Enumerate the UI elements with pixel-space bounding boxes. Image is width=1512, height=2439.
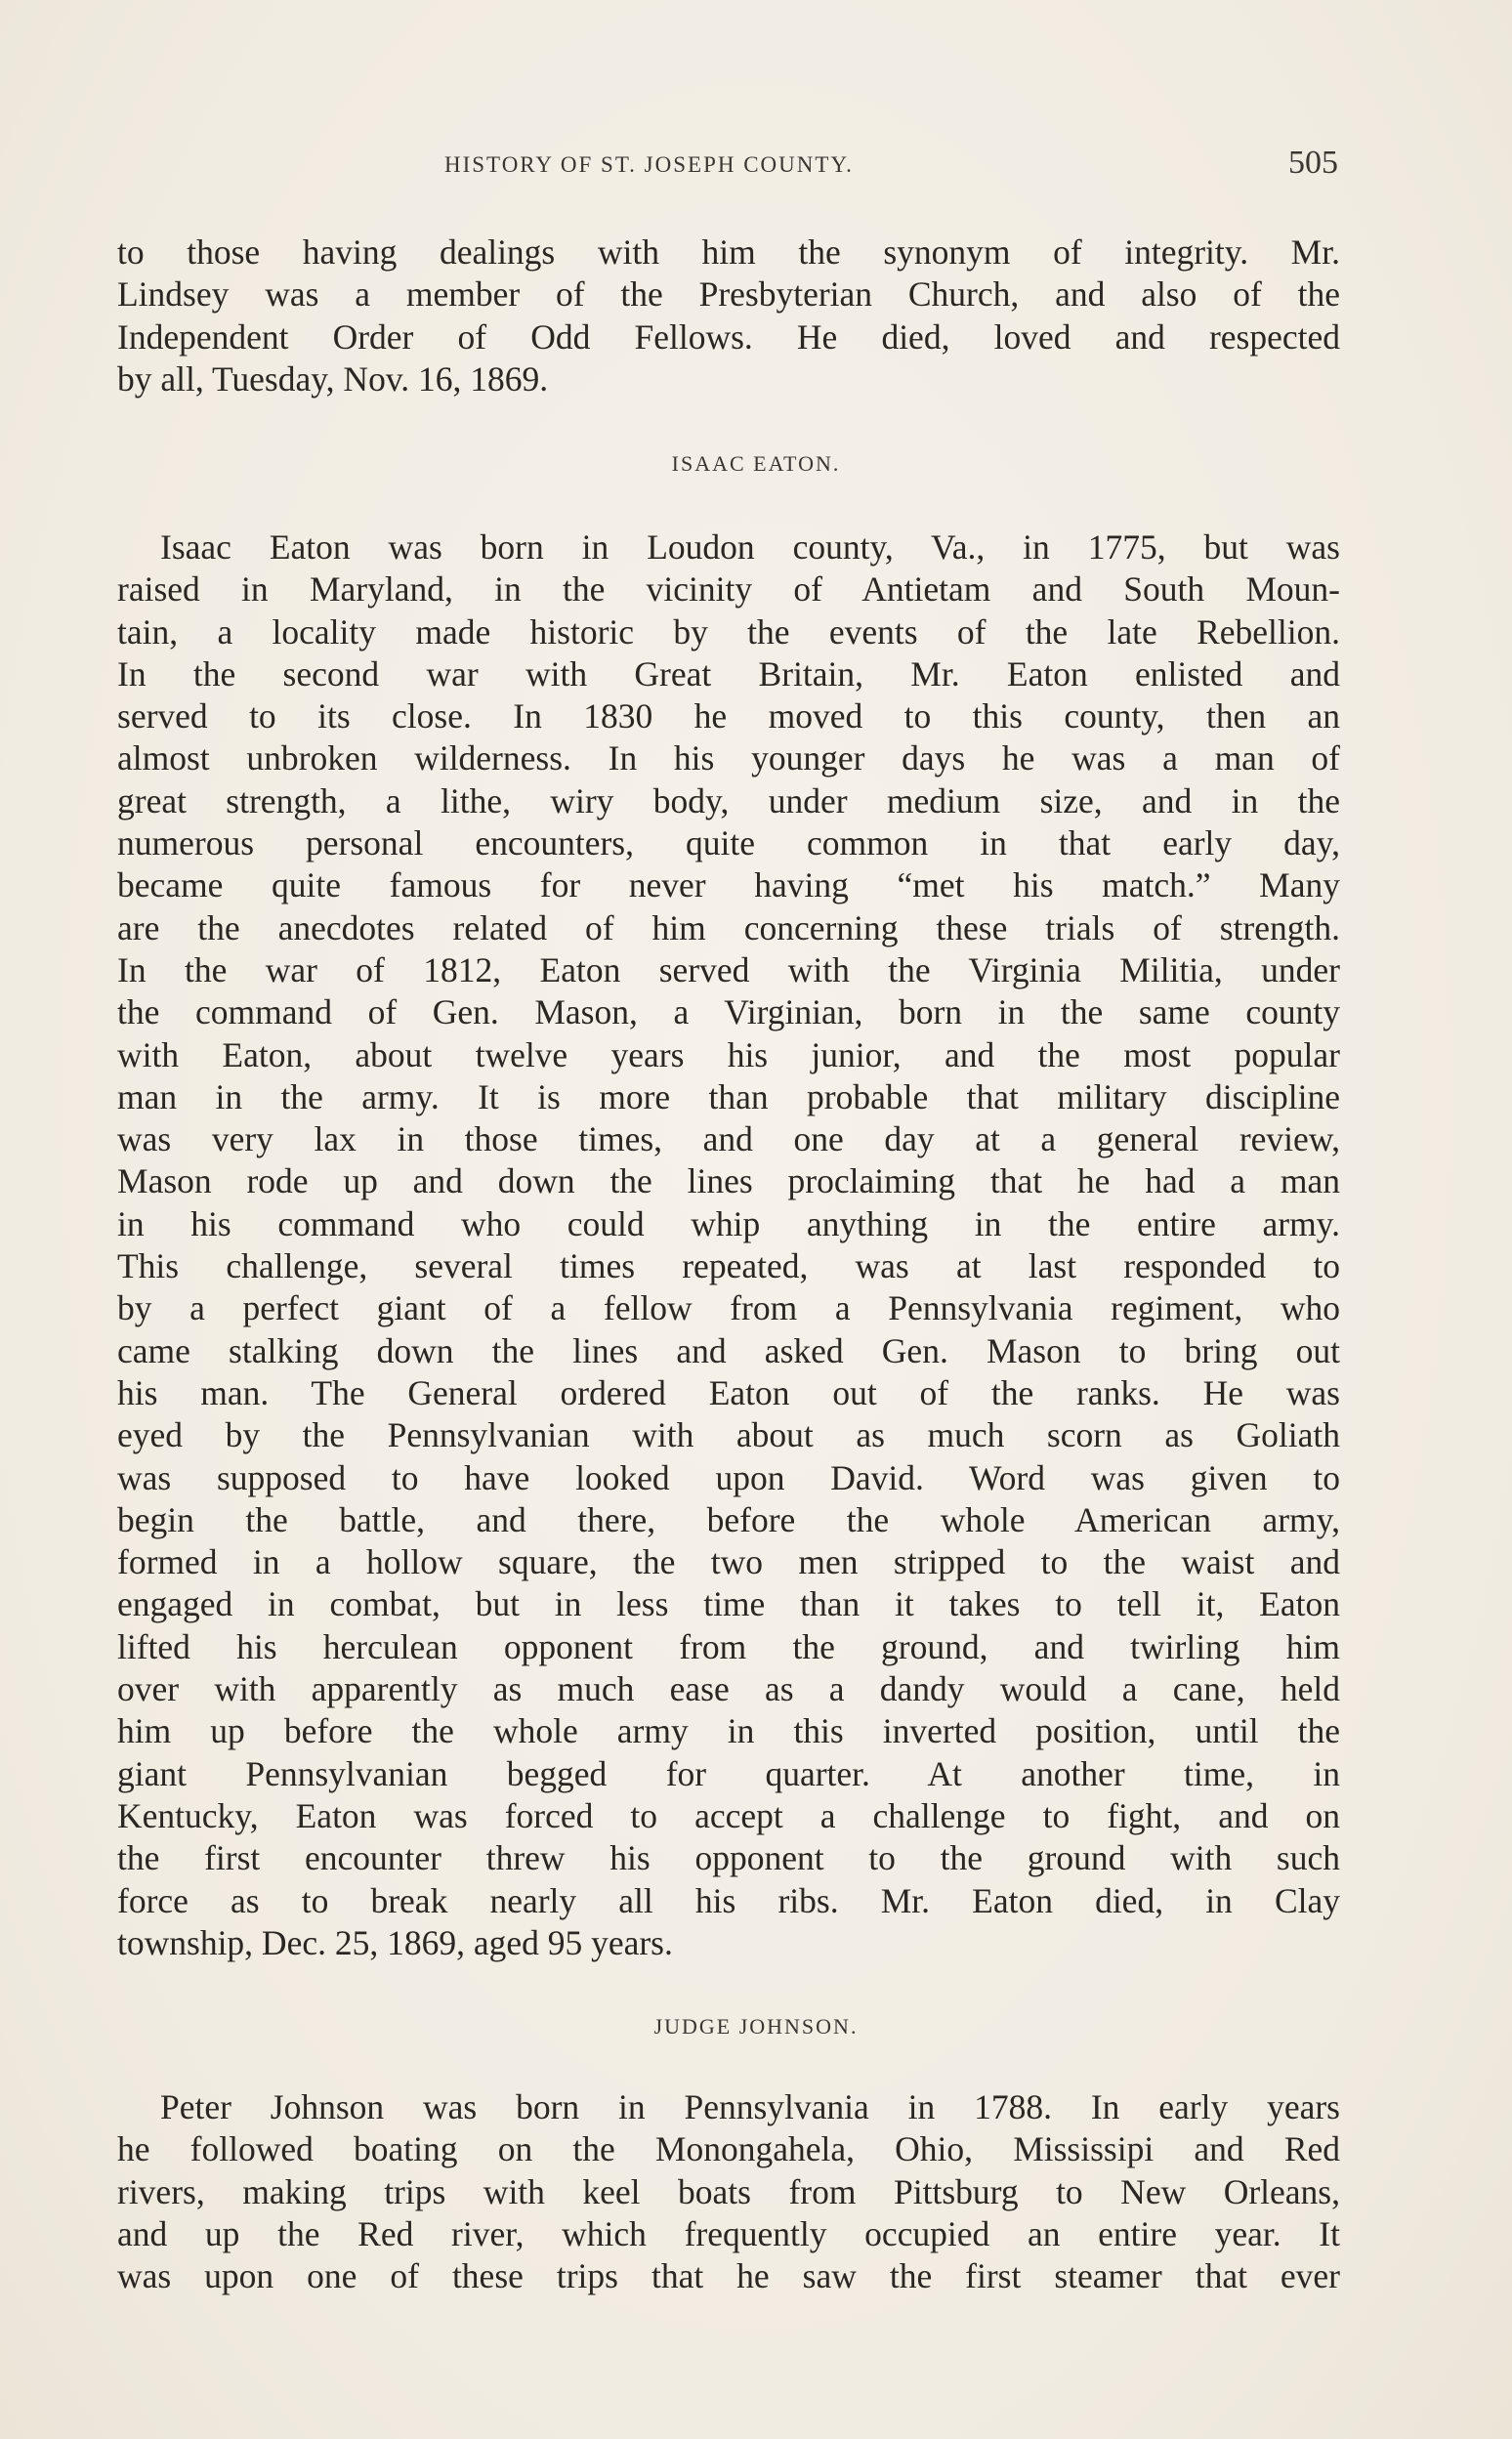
text-line: great strength, a lithe, wiry body, under medium size, and in the <box>117 780 1340 820</box>
text-line: was supposed to have looked upon David. Word was given to <box>117 1457 1340 1497</box>
intro-paragraph <box>117 231 1340 400</box>
text-line: became quite famous for never having “met his match.” Many <box>117 865 1340 905</box>
text-line: numerous personal encounters, quite common in that early day, <box>117 823 1340 863</box>
text-line: served to its close. In 1830 he moved to this county, then an <box>117 696 1340 736</box>
text-line: rivers, making trips with keel boats from Pittsburg to New Orleans, <box>117 2171 1340 2211</box>
text-line: are the anecdotes related of him concerning these trials of strength. <box>117 907 1340 947</box>
text-line: eyed by the Pennsylvanian with about as much scorn as Goliath <box>117 1415 1340 1455</box>
text-line: man in the army. It is more than probable that military discipline <box>117 1076 1340 1116</box>
text-line: to those having dealings with him the synonym of integrity. Mr. <box>117 232 1340 272</box>
text-line: In the second war with Great Britain, Mr. Eaton enlisted and <box>117 653 1340 694</box>
johnson-paragraph <box>117 2086 1340 2297</box>
text-line: him up before the whole army in this inverted position, until the <box>117 1711 1340 1751</box>
text-line: Peter Johnson was born in Pennsylvania in 1788. In early years <box>160 2087 1340 2126</box>
text-line: in his command who could whip anything in the entire army. <box>117 1203 1340 1243</box>
text-line: was upon one of these trips that he saw the first steamer that ever <box>117 2256 1340 2296</box>
running-title: HISTORY OF ST. JOSEPH COUNTY. <box>444 152 854 177</box>
text-line: engaged in combat, but in less time than it takes to tell it, Eaton <box>117 1584 1340 1624</box>
text-line: giant Pennsylvanian begged for quarter. At another time, in <box>117 1753 1340 1793</box>
page-number: 505 <box>1288 145 1338 181</box>
text-line: tain, a locality made historic by the events of the late Rebellion. <box>117 611 1340 652</box>
text-line: This challenge, several times repeated, was at last responded to <box>117 1246 1340 1286</box>
text-line: Mason rode up and down the lines proclaiming that he had a man <box>117 1161 1340 1201</box>
text-line: almost unbroken wilderness. In his younger days he was a man of <box>117 738 1340 778</box>
running-head <box>117 145 1338 184</box>
section-heading-isaac-eaton: ISAAC EATON. <box>671 451 841 476</box>
text-line: In the war of 1812, Eaton served with the Virginia Militia, under <box>117 949 1340 989</box>
text-line: by a perfect giant of a fellow from a Pennsylvania regiment, who <box>117 1288 1340 1328</box>
text-line: the command of Gen. Mason, a Virginian, born in the same county <box>117 992 1340 1032</box>
text-line: he followed boating on the Monongahela, Ohio, Mississipi and Red <box>117 2129 1340 2169</box>
text-line: with Eaton, about twelve years his junior, and the most popular <box>117 1034 1340 1074</box>
text-line: came stalking down the lines and asked Gen. Mason to bring out <box>117 1330 1340 1370</box>
text-line: begin the battle, and there, before the whole American army, <box>117 1499 1340 1539</box>
text-line: raised in Maryland, in the vicinity of Antietam and South Moun- <box>117 569 1340 610</box>
text-line: Lindsey was a member of the Presbyterian Church, and also of the <box>117 274 1340 315</box>
text-line: by all, Tuesday, Nov. 16, 1869. <box>117 358 549 399</box>
text-line: township, Dec. 25, 1869, aged 95 years. <box>117 1922 673 1962</box>
text-line: was very lax in those times, and one day at a general review, <box>117 1119 1340 1159</box>
text-line: the first encounter threw his opponent to the ground with such <box>117 1838 1340 1878</box>
text-line: over with apparently as much ease as a dandy would a cane, held <box>117 1669 1340 1709</box>
section-heading-judge-johnson: JUDGE JOHNSON. <box>653 2014 859 2039</box>
text-line: formed in a hollow square, the two men stripped to the waist and <box>117 1542 1340 1582</box>
text-line: Kentucky, Eaton was forced to accept a challenge to fight, and on <box>117 1795 1340 1835</box>
eaton-paragraph <box>117 526 1340 1964</box>
text-line: lifted his herculean opponent from the ground, and twirling him <box>117 1626 1340 1666</box>
text-line: Isaac Eaton was born in Loudon county, Va., in 1775, but was <box>160 527 1340 567</box>
text-line: and up the Red river, which frequently occupied an entire year. It <box>117 2213 1340 2253</box>
text-line: his man. The General ordered Eaton out of the ranks. He was <box>117 1372 1340 1412</box>
text-line: force as to break nearly all his ribs. Mr. Eaton died, in Clay <box>117 1880 1340 1920</box>
text-line: Independent Order of Odd Fellows. He died, loved and respected <box>117 316 1340 357</box>
